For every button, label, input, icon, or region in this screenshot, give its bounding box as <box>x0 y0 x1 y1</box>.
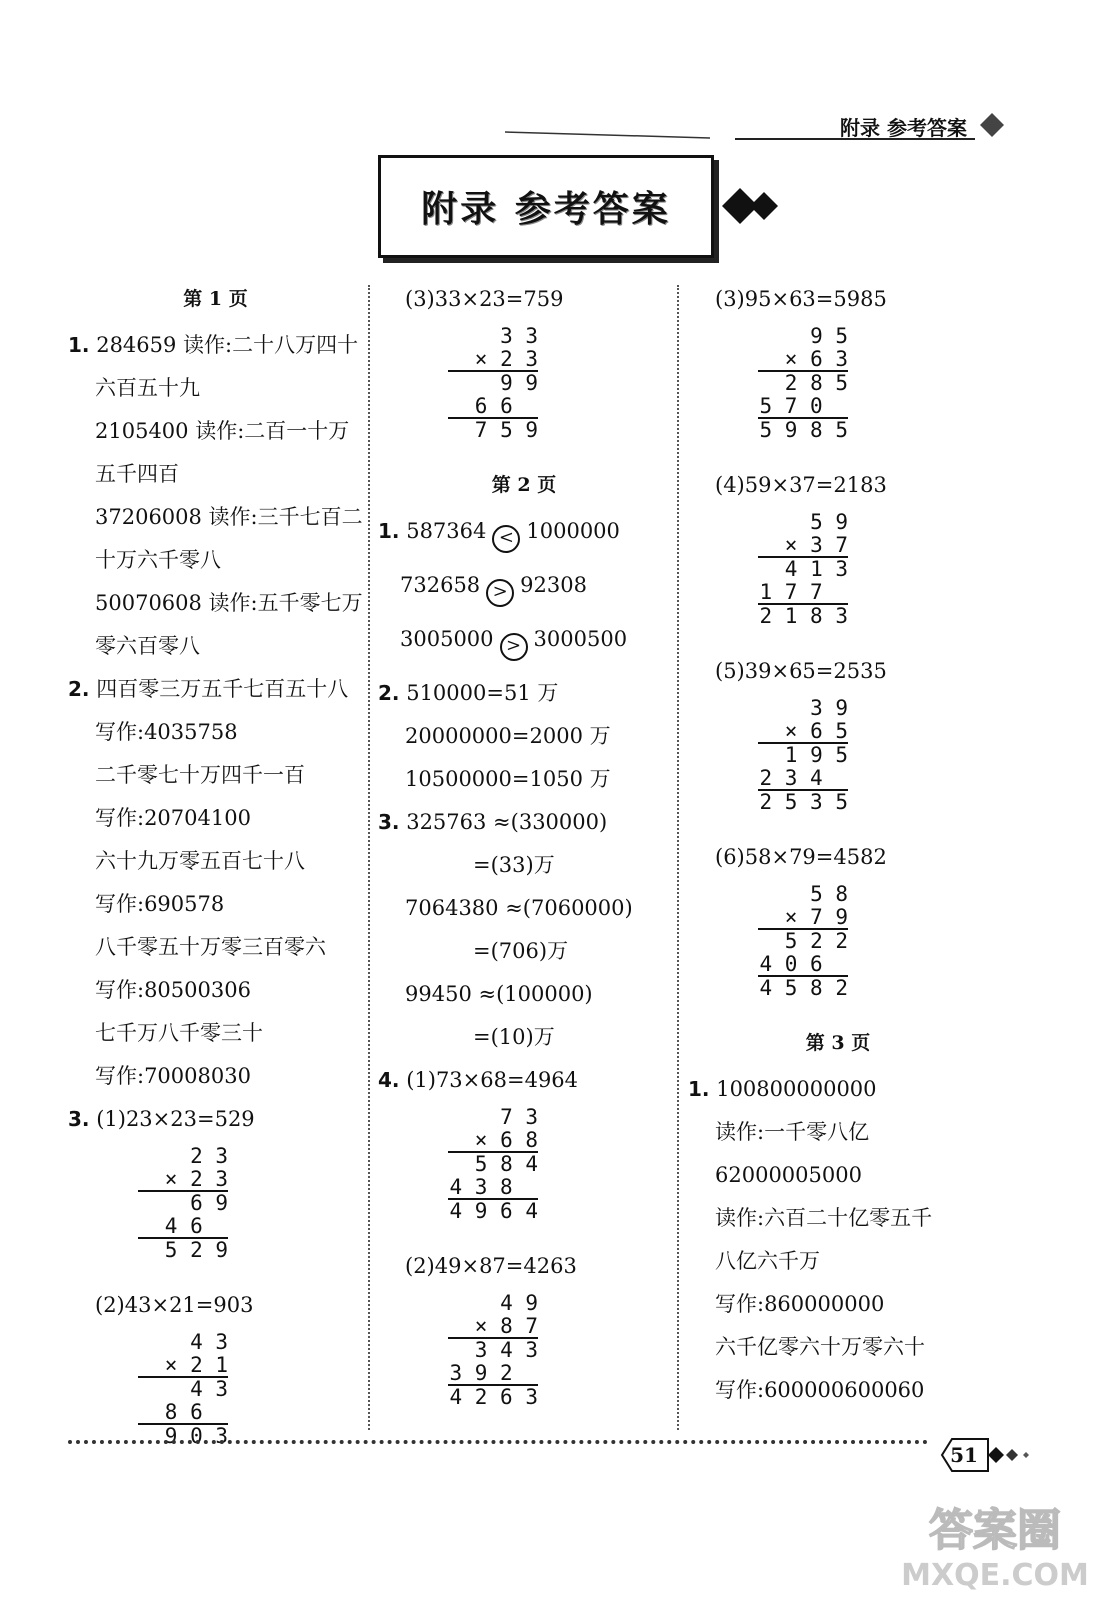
answer-text: 写作:70008030 <box>95 1064 251 1088</box>
answer-line <box>715 658 887 684</box>
answer-line <box>405 286 563 312</box>
answer-line <box>378 680 558 706</box>
answer-line <box>95 848 305 874</box>
answer-text: 写作:4035758 <box>95 720 238 744</box>
answer-text: 37206008 读作:三千七百二 <box>95 505 363 529</box>
answer-text: 十万六千零八 <box>95 548 221 572</box>
page-number: 51 <box>950 1443 978 1467</box>
answer-line <box>473 938 568 964</box>
page-title: 附录 参考答案 <box>421 188 671 230</box>
compare-left: 587364 <box>406 519 487 543</box>
item-number: 2. <box>68 677 90 701</box>
answer-text: 325763 ≈(330000) <box>406 810 608 834</box>
vm-row: × 6 8 <box>448 1129 538 1154</box>
vm-row: 5 2 2 <box>784 929 848 953</box>
answer-text: 二千零七十万四千一百 <box>95 763 305 787</box>
answer-text: 20000000=2000 万 <box>405 724 611 748</box>
vm-row: 1 9 5 <box>784 743 848 767</box>
vm-row: 5 8 <box>810 882 848 906</box>
vm-row: 4 9 <box>500 1291 538 1315</box>
vm-row: 2 1 8 3 <box>759 604 848 628</box>
answer-text: 八亿六千万 <box>715 1249 820 1273</box>
answer-text: 写作:690578 <box>95 892 225 916</box>
vertical-multiplication <box>758 511 848 628</box>
answer-line <box>95 1292 253 1318</box>
answer-text: 写作:600000600060 <box>715 1378 925 1402</box>
column-separator <box>368 285 370 1430</box>
vm-row: 4 6 <box>138 1215 228 1240</box>
answer-line <box>378 809 607 835</box>
running-title: 附录 参考答案 <box>840 116 967 140</box>
answer-text: (3)33×23=759 <box>405 287 564 311</box>
compare-right: 3000500 <box>533 627 628 651</box>
page-heading: 第 3 页 <box>805 1032 871 1054</box>
answer-line <box>688 1076 877 1102</box>
diamond-icon <box>979 112 1005 138</box>
comparison-circle: > <box>486 579 514 607</box>
answer-line <box>95 633 200 659</box>
vertical-multiplication <box>448 325 538 442</box>
answer-text: 读作:六百二十亿零五千 <box>715 1206 933 1230</box>
answer-line <box>473 1024 555 1050</box>
vm-row: 6 9 <box>190 1191 228 1215</box>
vm-row: 5 9 <box>810 510 848 534</box>
vm-row: 2 3 <box>190 1144 228 1168</box>
vm-row: 3 9 2 <box>449 1360 538 1385</box>
answer-text: 284659 读作:二十八万四十 <box>96 333 359 357</box>
vm-row: 3 9 <box>810 696 848 720</box>
answer-line <box>95 547 221 573</box>
answer-text: 50070608 读作:五千零七万 <box>95 591 363 615</box>
answer-text: (4)59×37=2183 <box>715 473 887 497</box>
answer-text: (1)73×68=4964 <box>406 1068 579 1092</box>
answer-line <box>95 375 200 401</box>
vm-row: 4 3 <box>190 1377 228 1401</box>
vm-row: × 6 5 <box>758 720 848 745</box>
answer-line <box>95 805 251 831</box>
vm-row: 6 6 <box>448 395 538 420</box>
compare-right: 1000000 <box>526 519 620 543</box>
compare-right: 92308 <box>520 573 587 597</box>
vm-row: 4 3 8 <box>449 1174 538 1199</box>
item-number: 1. <box>378 519 400 543</box>
answer-line <box>95 504 363 530</box>
vertical-multiplication <box>758 883 848 1000</box>
page-heading: 第 2 页 <box>491 474 557 496</box>
page-number-badge <box>940 1435 1040 1475</box>
answer-text: 读作:一千零八亿 <box>715 1120 870 1144</box>
answer-line <box>95 891 224 917</box>
answer-text: (1)23×23=529 <box>96 1107 255 1131</box>
vm-row: × 2 3 <box>448 348 538 373</box>
answer-text: (5)39×65=2535 <box>715 659 887 683</box>
vm-row: 4 1 3 <box>784 557 848 581</box>
answer-line <box>715 1291 884 1317</box>
vm-row: 4 0 6 <box>759 951 848 976</box>
comparison-circle: > <box>500 633 528 661</box>
answer-text: (2)43×21=903 <box>95 1293 254 1317</box>
answer-line <box>473 852 555 878</box>
answer-text: 7064380 ≈(7060000) <box>405 896 633 920</box>
answer-line <box>405 981 593 1007</box>
vm-row: × 6 3 <box>758 348 848 373</box>
answer-line <box>95 1020 263 1046</box>
vm-row: 5 9 8 5 <box>759 418 848 442</box>
footer-dotted-rule <box>68 1440 928 1444</box>
answer-text: 七千万八千零三十 <box>95 1021 263 1045</box>
column-separator <box>677 285 679 1430</box>
answer-text: 100800000000 <box>716 1077 877 1101</box>
vm-row: 8 6 <box>138 1401 228 1426</box>
scan-stroke <box>505 130 710 140</box>
vm-row: 2 5 3 5 <box>759 790 848 814</box>
answer-text: =(33)万 <box>473 853 555 877</box>
vm-row: 9 0 3 <box>164 1424 228 1448</box>
answer-line <box>68 1106 255 1132</box>
vm-row: × 2 1 <box>138 1354 228 1379</box>
vertical-multiplication <box>448 1106 538 1223</box>
vm-row: 5 8 4 <box>474 1152 538 1176</box>
answer-line <box>715 1162 862 1188</box>
answer-text: (6)58×79=4582 <box>715 845 887 869</box>
answer-line <box>715 1377 924 1403</box>
answer-text: 五千四百 <box>95 462 179 486</box>
answer-line <box>715 1248 820 1274</box>
vertical-multiplication <box>138 1331 228 1448</box>
answer-line <box>378 1067 578 1093</box>
answer-line <box>715 1119 869 1145</box>
answer-line <box>95 719 238 745</box>
answer-text: 62000005000 <box>715 1163 862 1187</box>
answer-text: =(10)万 <box>473 1025 555 1049</box>
vertical-multiplication <box>758 697 848 814</box>
answer-line <box>405 1253 577 1279</box>
vm-row: 5 2 9 <box>164 1238 228 1262</box>
vm-row: 4 5 8 2 <box>759 976 848 1000</box>
comparison-circle: < <box>492 525 520 553</box>
item-number: 3. <box>68 1107 90 1131</box>
answer-line <box>68 676 348 702</box>
answer-text: 写作:80500306 <box>95 978 251 1002</box>
running-header <box>735 112 1005 138</box>
vm-row: 7 3 <box>500 1105 538 1129</box>
answer-line <box>715 844 887 870</box>
answer-text: 六百五十九 <box>95 376 200 400</box>
vm-row: × 2 3 <box>138 1168 228 1193</box>
running-header-rule <box>735 138 975 140</box>
answer-line <box>95 934 326 960</box>
vm-row: 2 3 4 <box>759 765 848 790</box>
compare-left: 732658 <box>400 573 481 597</box>
vm-row: 7 5 9 <box>474 418 538 442</box>
item-number: 4. <box>378 1068 400 1092</box>
watermark-line1: 答案圈 <box>929 1505 1061 1556</box>
answer-line <box>95 762 305 788</box>
comparison-line <box>400 572 587 607</box>
answer-line <box>95 461 179 487</box>
answer-line <box>715 286 887 312</box>
answer-line <box>68 332 358 358</box>
vm-row: 3 3 <box>500 324 538 348</box>
answer-line <box>405 895 633 921</box>
comparison-line <box>378 518 620 553</box>
answer-text: 510000=51 万 <box>406 681 559 705</box>
answer-text: 四百零三万五千七百五十八 <box>96 677 349 701</box>
answer-text: 写作:20704100 <box>95 806 251 830</box>
vm-row: 9 9 <box>500 371 538 395</box>
page-heading: 第 1 页 <box>183 288 248 310</box>
answer-text: 六十九万零五百七十八 <box>95 849 305 873</box>
item-number: 3. <box>378 810 400 834</box>
vertical-multiplication <box>448 1292 538 1409</box>
answer-text: 写作:860000000 <box>715 1292 885 1316</box>
vm-row: × 7 9 <box>758 906 848 931</box>
item-number: 2. <box>378 681 400 705</box>
answer-line <box>715 1334 925 1360</box>
title-box <box>378 155 714 258</box>
vm-row: 4 3 <box>190 1330 228 1354</box>
answer-line <box>715 472 887 498</box>
vm-row: 1 7 7 <box>759 579 848 604</box>
answer-line <box>95 590 363 616</box>
answer-line <box>95 1063 251 1089</box>
vm-row: 3 4 3 <box>474 1338 538 1362</box>
watermark-line2: MXQE.COM <box>901 1558 1089 1593</box>
answer-text: 零六百零八 <box>95 634 200 658</box>
item-number: 1. <box>688 1077 710 1101</box>
compare-left: 3005000 <box>400 627 494 651</box>
answer-line <box>95 977 251 1003</box>
vm-row: × 8 7 <box>448 1315 538 1340</box>
vertical-multiplication <box>138 1145 228 1262</box>
answer-text: (3)95×63=5985 <box>715 287 887 311</box>
vm-row: 4 9 6 4 <box>449 1199 538 1223</box>
answer-line <box>95 418 349 444</box>
answer-line <box>715 1205 932 1231</box>
item-number: 1. <box>68 333 90 357</box>
answer-text: 2105400 读作:二百一十万 <box>95 419 350 443</box>
vm-row: 2 8 5 <box>784 371 848 395</box>
answer-line <box>405 723 611 749</box>
answer-text: 10500000=1050 万 <box>405 767 611 791</box>
vertical-multiplication <box>758 325 848 442</box>
answer-line <box>405 766 611 792</box>
vm-row: 5 7 0 <box>759 393 848 418</box>
double-diamond-icon <box>720 186 784 226</box>
answer-text: 八千零五十万零三百零六 <box>95 935 326 959</box>
watermark-logo <box>900 1495 1090 1595</box>
vm-row: 9 5 <box>810 324 848 348</box>
answer-text: =(706)万 <box>473 939 569 963</box>
comparison-line <box>400 626 627 661</box>
answer-text: 99450 ≈(100000) <box>405 982 593 1006</box>
vm-row: 4 2 6 3 <box>449 1385 538 1409</box>
answer-text: (2)49×87=4263 <box>405 1254 577 1278</box>
answer-text: 六千亿零六十万零六十 <box>715 1335 925 1359</box>
vm-row: × 3 7 <box>758 534 848 559</box>
